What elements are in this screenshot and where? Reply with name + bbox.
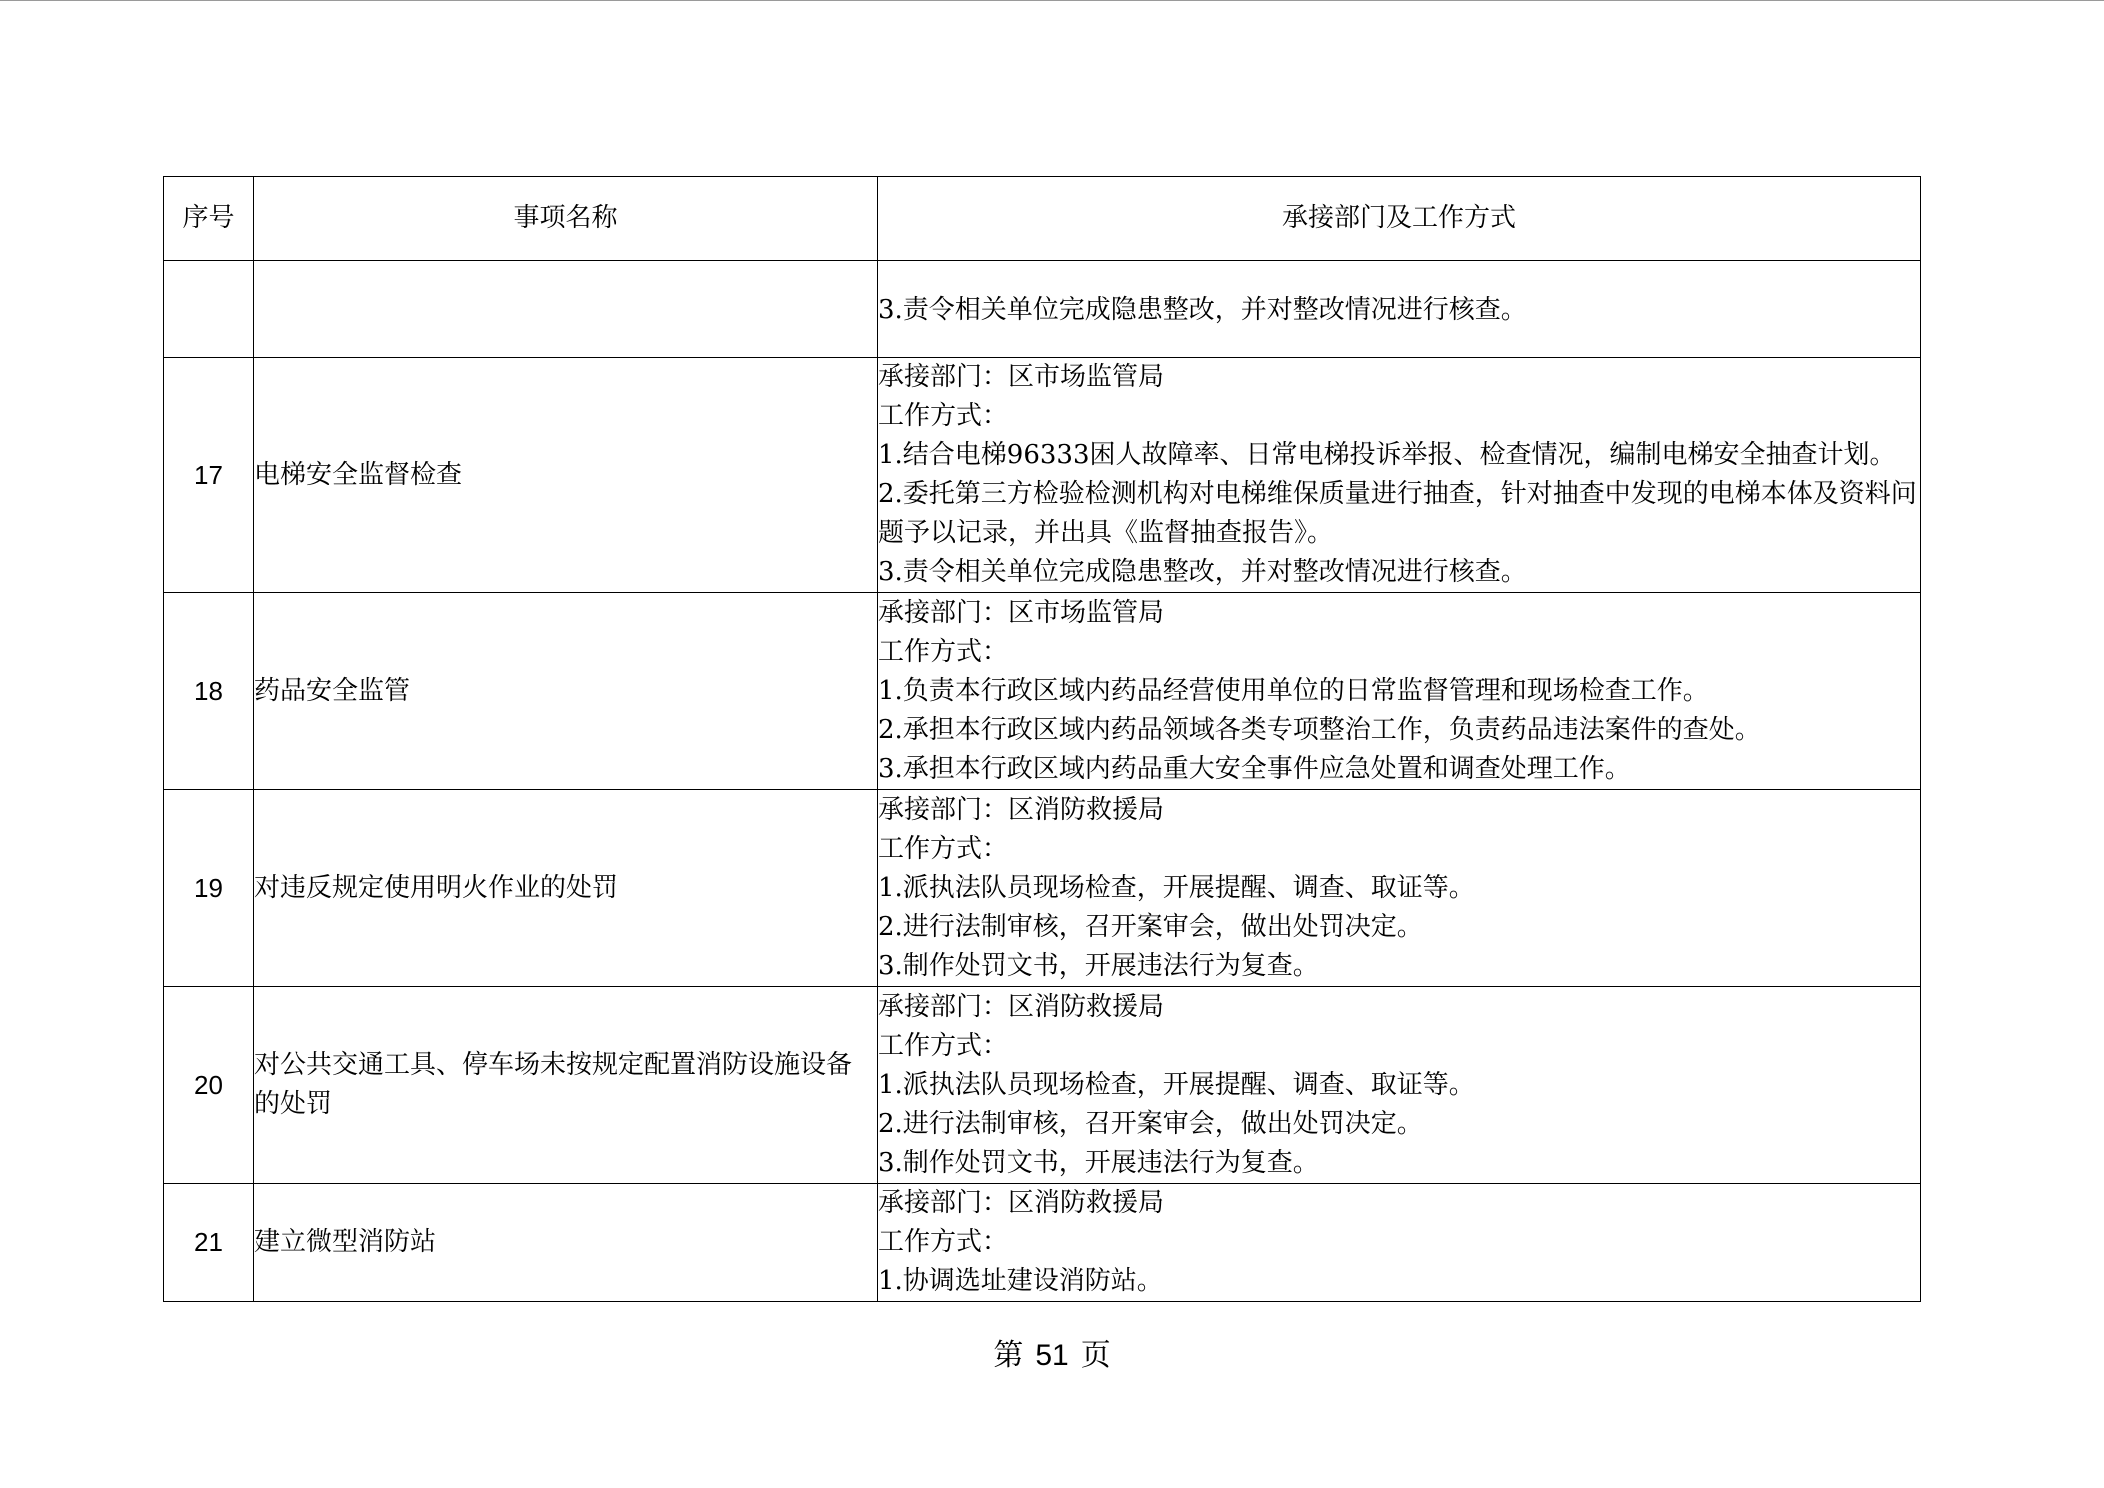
row-number: 18 <box>164 593 254 790</box>
detail-line: 2.进行法制审核，召开案审会，做出处罚决定。 <box>878 911 1423 942</box>
row-details <box>878 987 1921 1184</box>
detail-line: 承接部门：区消防救援局 <box>878 794 1165 825</box>
row-details <box>878 593 1921 790</box>
row-details <box>878 358 1921 593</box>
detail-line: 1.协调选址建设消防站。 <box>878 1266 1163 1296</box>
detail-line: 工作方式： <box>878 1227 1009 1257</box>
row-item-name <box>254 261 878 358</box>
row-item-name: 电梯安全监督检查 <box>254 358 878 593</box>
detail-line: 工作方式： <box>878 1030 1009 1061</box>
detail-line: 承接部门：区市场监管局 <box>878 597 1165 628</box>
page-suffix: 页 <box>1080 1338 1111 1373</box>
detail-line: 工作方式： <box>878 636 1009 667</box>
detail-line: 3.承担本行政区域内药品重大安全事件应急处置和调查处理工作。 <box>878 753 1631 784</box>
header-item-name: 事项名称 <box>254 177 878 261</box>
detail-line: 工作方式： <box>878 833 1009 864</box>
table-row <box>164 261 1921 358</box>
page-footer <box>0 1330 2104 1374</box>
row-number: 20 <box>164 987 254 1184</box>
row-details <box>878 790 1921 987</box>
table-row <box>164 790 1921 987</box>
table-row <box>164 1184 1921 1302</box>
row-item-name: 对违反规定使用明火作业的处罚 <box>254 790 878 987</box>
detail-line: 1.结合电梯96333困人故障率、日常电梯投诉举报、检查情况，编制电梯安全抽查计划。 <box>878 440 1896 470</box>
top-border-line <box>0 0 2104 1</box>
row-item-name: 药品安全监管 <box>254 593 878 790</box>
detail-line: 2.承担本行政区域内药品领域各类专项整治工作，负责药品违法案件的查处。 <box>878 714 1761 745</box>
detail-line: 承接部门：区市场监管局 <box>878 362 1165 392</box>
detail-line: 2.进行法制审核，召开案审会，做出处罚决定。 <box>878 1108 1423 1139</box>
row-number: 17 <box>164 358 254 593</box>
detail-line: 2.委托第三方检验检测机构对电梯维保质量进行抽查，针对抽查中发现的电梯本体及资料问题予以记录，并出具《监督抽查报告》。 <box>878 479 1917 548</box>
detail-line: 3.责令相关单位完成隐患整改，并对整改情况进行核查。 <box>878 294 1527 325</box>
row-item-name: 建立微型消防站 <box>254 1184 878 1302</box>
matters-table <box>163 176 1921 1302</box>
detail-line: 3.制作处罚文书，开展违法行为复查。 <box>878 950 1319 981</box>
row-number: 21 <box>164 1184 254 1302</box>
header-serial-number: 序号 <box>164 177 254 261</box>
detail-line: 3.制作处罚文书，开展违法行为复查。 <box>878 1147 1319 1178</box>
detail-line: 1.派执法队员现场检查，开展提醒、调查、取证等。 <box>878 872 1475 903</box>
detail-line: 承接部门：区消防救援局 <box>878 1188 1165 1218</box>
table-row <box>164 987 1921 1184</box>
page-number: 51 <box>1035 1339 1069 1372</box>
table-header-row <box>164 177 1921 261</box>
table-row <box>164 358 1921 593</box>
detail-line: 工作方式： <box>878 401 1009 431</box>
detail-line: 1.派执法队员现场检查，开展提醒、调查、取证等。 <box>878 1069 1475 1100</box>
detail-line: 3.责令相关单位完成隐患整改，并对整改情况进行核查。 <box>878 557 1527 587</box>
header-department-method: 承接部门及工作方式 <box>878 177 1921 261</box>
detail-line: 1.负责本行政区域内药品经营使用单位的日常监督管理和现场检查工作。 <box>878 675 1709 706</box>
row-item-name: 对公共交通工具、停车场未按规定配置消防设施设备的处罚 <box>254 987 878 1184</box>
row-details <box>878 261 1921 358</box>
row-number: 19 <box>164 790 254 987</box>
table-row <box>164 593 1921 790</box>
row-number <box>164 261 254 358</box>
detail-line: 承接部门：区消防救援局 <box>878 991 1165 1022</box>
page-prefix: 第 <box>993 1338 1024 1373</box>
row-details <box>878 1184 1921 1302</box>
